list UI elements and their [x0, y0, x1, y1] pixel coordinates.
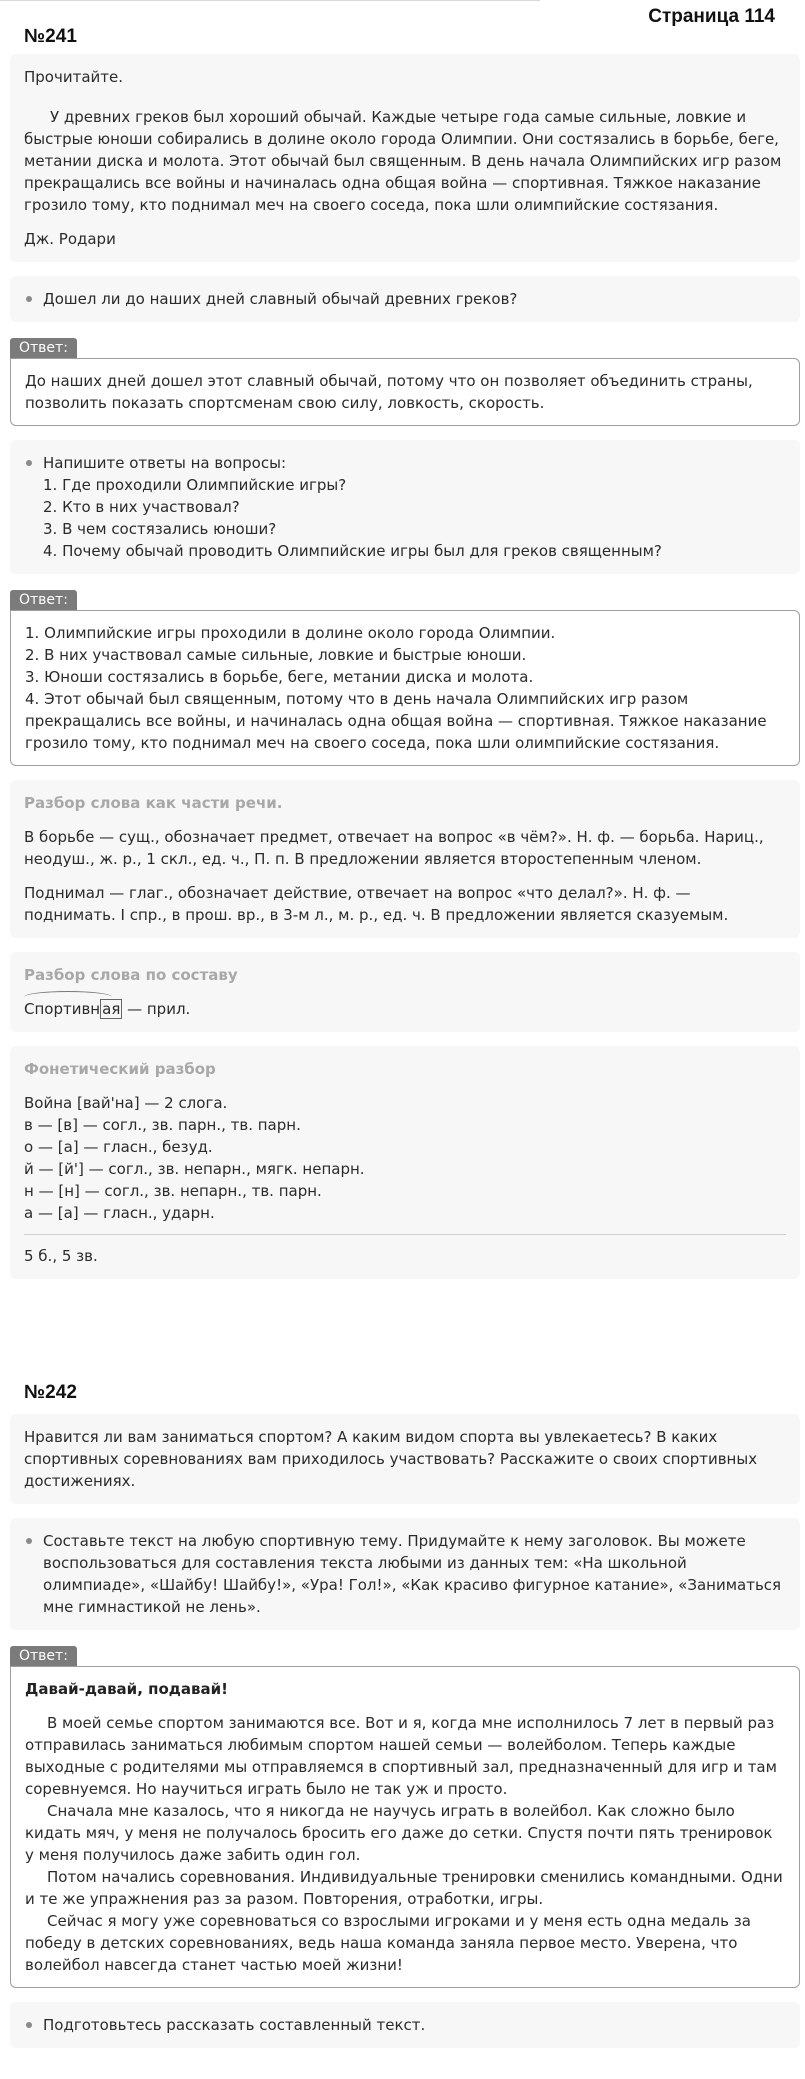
morpheme-title: Разбор слова по составу	[24, 966, 238, 984]
answer-2	[10, 588, 800, 766]
story-paragraph: Сначала мне казалось, что я никогда не научусь играть в волейбол. Как сложно было кидать мяч, у меня не получалось бросить его даже до сетки. Спустя почти пять тренировок у меня получилось даже забить один гол.	[25, 1802, 773, 1864]
morpheme-root: Спортивн	[24, 1000, 101, 1018]
reading-box	[10, 54, 800, 262]
answer-1-box	[10, 358, 800, 426]
task-242-answer-box	[10, 1666, 800, 1988]
reading-text: У древних греков был хороший обычай. Каждые четыре года самые сильные, ловкие и быстрые юноши собирались в долине около города Олимпии. Они состязались в борьбе, беге, метании диска и молота. Этот обычай был священным. В день начала Олимпийских игр разом прекращались все войны и начиналась одна общая война — спортивная. Тяжкое наказание грозило тому, кто поднимал меч на своего соседа, пока шли олимпийские состязания.	[24, 108, 782, 214]
intro-box	[10, 1414, 800, 1504]
question-1: Дошел ли до наших дней славный обычай древних греков?	[43, 290, 518, 308]
morpheme-box	[10, 952, 800, 1032]
phonetic-box	[10, 1046, 800, 1279]
story-paragraph: Сейчас я могу уже соревноваться со взрослыми игроками и у меня есть одна медаль за победу в детских соревнованиях, ведь наша команда заняла первое место. Уверена, что волейбол навсегда станет частью моей жизни!	[25, 1912, 751, 1974]
intro-text: Нравится ли вам заниматься спортом? А каким видом спорта вы увлекаетесь? В каких спортивных соревнованиях вам приходилось участвовать? Расскажите о своих спортивных достижениях.	[24, 1428, 758, 1490]
question-2-intro: Напишите ответы на вопросы:	[43, 454, 287, 472]
root-arc-icon	[24, 991, 112, 1003]
answer-label: Ответ:	[10, 338, 77, 358]
morpheme-pos: — прил.	[122, 1000, 191, 1018]
part-of-speech-box	[10, 780, 800, 938]
answer-label: Ответ:	[10, 1646, 77, 1666]
answer-label: Ответ:	[10, 590, 77, 610]
page-label: Страница 114	[648, 6, 775, 27]
phonetic-line: в — [в] — согл., зв. парн., тв. парн.	[24, 1116, 301, 1134]
morpheme-line	[24, 998, 786, 1020]
question-2-item: 2. Кто в них участвовал?	[43, 498, 240, 516]
task-242-content	[10, 1414, 800, 2062]
phonetic-title: Фонетический разбор	[24, 1060, 216, 1078]
part-of-speech-p1: В борьбе — сущ., обозначает предмет, отвечает на вопрос «в чём?». Н. ф. — борьба. Нариц., неодуш., ж. р., 1 скл., ед. ч., П. п. В предложении является второстепенным членом.	[24, 828, 764, 868]
story-title: Давай-давай, подавай!	[25, 1680, 228, 1698]
phonetic-summary: 5 б., 5 зв.	[24, 1247, 98, 1265]
task-242-question-1-box	[10, 1518, 800, 1630]
phonetic-line: н — [н] — согл., зв. непарн., тв. парн.	[24, 1182, 322, 1200]
phonetic-line: а — [а] — гласн., ударн.	[24, 1204, 215, 1222]
phonetic-divider	[24, 1234, 786, 1235]
task-242-question-1: Составьте текст на любую спортивную тему. Придумайте к нему заголовок. Вы можете воспользоваться для составления текста любыми из данных тем: «На школьной олимпиаде», «Шайбу! Шайбу!», «Ура! Гол!», «Как красиво фигурное катание», «Заниматься мне гимнастикой не лень».	[43, 1532, 782, 1616]
story-paragraph: Потом начались соревнования. Индивидуальные тренировки сменились командными. Одни и те же упражнения раз за разом. Повторения, отработки, игры.	[25, 1868, 783, 1908]
task-242-number: №242	[24, 1382, 77, 1403]
answer-2-item: 1. Олимпийские игры проходили в долине около города Олимпии.	[25, 624, 556, 642]
part-of-speech-title: Разбор слова как части речи.	[24, 794, 283, 812]
answer-2-item: 3. Юноши состязались в борьбе, беге, метании диска и молота.	[25, 668, 534, 686]
task-241-number: №241	[24, 26, 77, 47]
top-divider	[0, 0, 540, 1]
task-242-answer	[10, 1644, 800, 1988]
story-paragraph: В моей семье спортом занимаются все. Вот и я, когда мне исполнилось 7 лет в первый раз отправилась заниматься любимым спортом нашей семьи — волейболом. Теперь каждые выходные с родителями мы отправляемся в спортивный зал, предназначенный для игр и там соревнуемся. Но научиться играть было не так уж и просто.	[25, 1714, 777, 1798]
bullet-icon	[26, 296, 32, 302]
morpheme-ending: ая	[102, 1000, 121, 1018]
part-of-speech-p2: Поднимал — глаг., обозначает действие, отвечает на вопрос «что делал?». Н. ф. — поднимать. I спр., в прош. вр., в 3-м л., м. р., ед. ч. В предложении является сказуемым.	[24, 884, 729, 924]
phonetic-line: Война [вай'на] — 2 слога.	[24, 1094, 228, 1112]
question-2-item: 4. Почему обычай проводить Олимпийские игры был для греков священным?	[43, 542, 662, 560]
task-242-question-2: Подготовьтесь рассказать составленный текст.	[43, 2016, 426, 2034]
question-1-box	[10, 276, 800, 322]
question-2-item: 1. Где проходили Олимпийские игры?	[43, 476, 347, 494]
author: Дж. Родари	[24, 230, 116, 248]
bullet-icon	[26, 460, 32, 466]
phonetic-line: о — [а] — гласн., безуд.	[24, 1138, 213, 1156]
morpheme-word	[24, 998, 122, 1020]
task-241-content	[10, 54, 800, 1293]
task-242-question-2-box	[10, 2002, 800, 2048]
answer-1-text: До наших дней дошел этот славный обычай, потому что он позволяет объединить страны, позволить показать спортсменам свою силу, ловкость, скорость.	[25, 372, 753, 412]
bullet-icon	[26, 1538, 32, 1544]
question-2-box	[10, 440, 800, 574]
bullet-icon	[26, 2022, 32, 2028]
answer-2-box	[10, 610, 800, 766]
answer-1	[10, 336, 800, 426]
answer-2-item: 4. Этот обычай был священным, потому что в день начала Олимпийских игр разом прекращались все войны, и начиналась одна общая война — спортивная. Тяжкое наказание грозило тому, кто поднимал меч на своего соседа, пока шли олимпийские состязания.	[25, 690, 767, 752]
answer-2-item: 2. В них участвовал самые сильные, ловкие и быстрые юноши.	[25, 646, 527, 664]
question-2-item: 3. В чем состязались юноши?	[43, 520, 277, 538]
instruction: Прочитайте.	[24, 68, 124, 86]
phonetic-line: й — [й'] — согл., зв. непарн., мягк. непарн.	[24, 1160, 365, 1178]
